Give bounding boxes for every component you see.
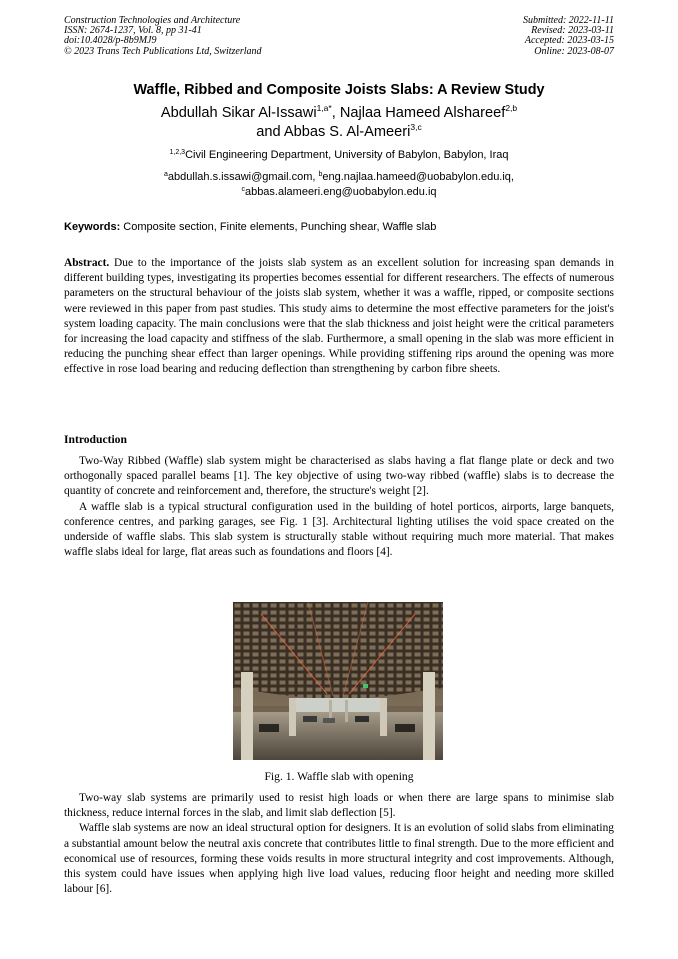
abstract-text: Due to the importance of the joists slab system as an excellent solution for increasing span demands in different building types, investigating its properties becomes essential for different researchers. The effects of numerous parameters on the structural behaviour of the joists slab system, whether it was a waffle, ripped, or composite sections were reviewed in this paper from past studies. This study aims to determine the most effective parameters for the joist's system loading capacity. The main conclusions were that the slab thickness and joist height were the critical parameters for increasing the load capacity and stiffness of the slab. Furthermore, a small opening in the slab was more efficient in reducing the punching shear effect than larger openings. While providing stiffening rips around the opening was more effective in rose load bearing and reducing deflection than strengthening by carbon fibre sheets. bbox=[64, 257, 614, 376]
journal-info bbox=[64, 16, 262, 57]
copyright-line: © 2023 Trans Tech Publications Ltd, Switzerland bbox=[64, 45, 262, 57]
email-a[interactable]: abdullah.s.issawi@gmail.com, bbox=[167, 171, 319, 183]
submitted-date: Submitted: 2022-11-11 bbox=[522, 15, 614, 26]
waffle-slab-photo bbox=[233, 602, 443, 760]
author-1-marker: 1,a* bbox=[316, 103, 332, 113]
email-c[interactable]: abbas.alameeri.eng@uobabylon.edu.iq bbox=[244, 185, 437, 198]
introduction-body bbox=[64, 454, 614, 560]
doi-line[interactable]: doi:10.4028/p-8b9MJ9 bbox=[64, 35, 157, 47]
author-2-marker: 2,b bbox=[505, 103, 518, 113]
email-b[interactable]: eng.najlaa.hameed@uobabylon.edu.iq, bbox=[322, 171, 514, 183]
keywords-label: Keywords: bbox=[64, 221, 121, 233]
affiliation-text: Civil Engineering Department, University of Babylon, Babylon, Iraq bbox=[185, 149, 509, 161]
issn-line: ISSN: 2674-1237, Vol. 8, pp 31-41 bbox=[64, 25, 202, 37]
dates-info bbox=[523, 16, 614, 57]
abstract bbox=[64, 256, 614, 378]
author-1: Abdullah Sikar Al-Issawi bbox=[160, 105, 317, 121]
paragraph: Two-Way Ribbed (Waffle) slab system might be characterised as slabs having a flat flange plate or deck and two orthogonally spaced parallel beams [1]. The key objective of using two-way ribbed (waffle) slabs is to decrease the quantity of concrete and reinforcement and, therefore, the structure's weight [2]. bbox=[64, 455, 614, 498]
email-a-marker: a bbox=[164, 171, 168, 178]
paper-title: Waffle, Ribbed and Composite Joists Slabs: A Review Study bbox=[133, 82, 545, 98]
paragraph: Waffle slab systems are now an ideal structural option for designers. It is an evolution of solid slabs from eliminating a substantial amount below the neutral axis concrete that contributes little to final strength. Due to the more efficient and economical use of resources, forming these voids results in more structural integrity and cost improvements. Although, this system could have issues when applying high live load values, reducing floor height and needing more skilled labour [6]. bbox=[64, 822, 614, 896]
accepted-date: Accepted: 2023-03-15 bbox=[524, 35, 614, 47]
author-3-marker: 3,c bbox=[410, 122, 422, 132]
email-list bbox=[0, 170, 678, 199]
journal-name: Construction Technologies and Architecture bbox=[64, 15, 241, 26]
affiliation bbox=[0, 149, 678, 161]
author-and: and bbox=[256, 124, 284, 140]
keywords-text: Composite section, Finite elements, Punching shear, Waffle slab bbox=[120, 221, 437, 233]
revised-date: Revised: 2023-03-11 bbox=[531, 25, 614, 37]
paragraph: A waffle slab is a typical structural configuration used in the building of hotel porticos, airports, large banquets, conference centres, and parking garages, see Fig. 1 [3]. Architectural lighting utilises the void space created on the underside of waffle slabs. This slab system is structurally stable without requiring much more material. That makes waffle slabs ideal for large, flat areas such as foundations and floors [4]. bbox=[64, 500, 614, 559]
email-c-marker: c bbox=[241, 185, 245, 193]
email-b-marker: b bbox=[318, 171, 323, 178]
body-after-figure bbox=[64, 791, 614, 897]
paragraph: Two-way slab systems are primarily used to resist high loads or when there are large spans to minimise slab thickness, reduce internal forces in the slab, and limit slab deflection [5]. bbox=[64, 792, 614, 820]
online-date: Online: 2023-08-07 bbox=[534, 45, 614, 57]
author-3: Abbas S. Al-Ameeri bbox=[283, 124, 411, 140]
photo-graphic bbox=[233, 602, 443, 760]
author-2: Najlaa Hameed Alshareef bbox=[339, 105, 506, 121]
author-separator: , bbox=[331, 105, 340, 121]
figure-caption: Fig. 1. Waffle slab with opening bbox=[264, 770, 414, 783]
keywords bbox=[64, 221, 614, 233]
affiliation-marker: 1,2,3 bbox=[169, 149, 186, 156]
introduction-heading: Introduction bbox=[64, 433, 127, 446]
author-list bbox=[0, 104, 678, 142]
abstract-label: Abstract. bbox=[64, 257, 110, 269]
